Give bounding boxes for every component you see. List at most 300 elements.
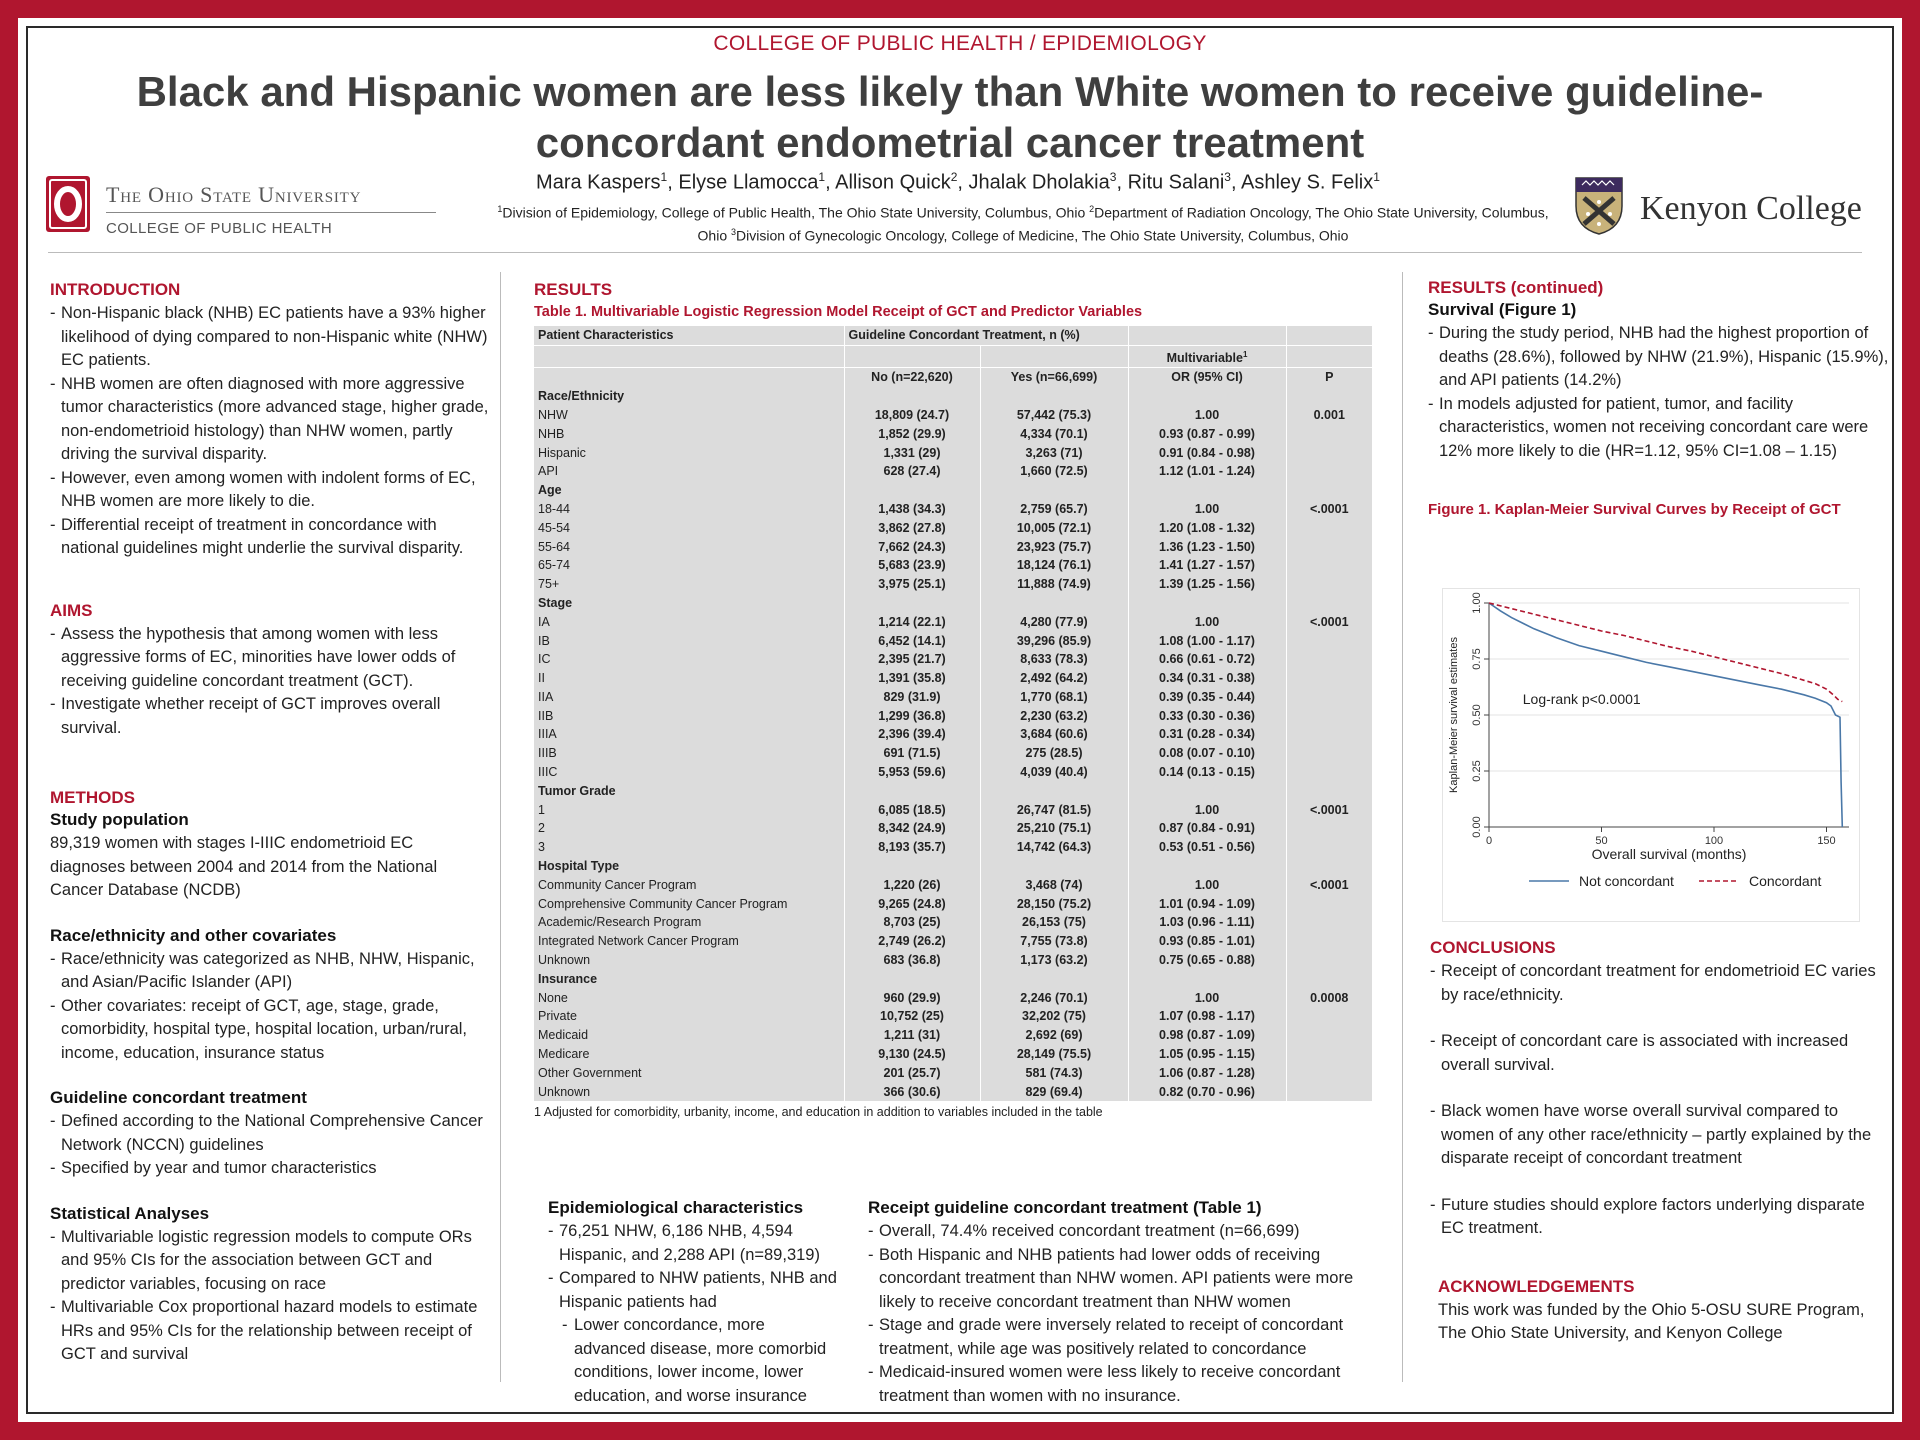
table-cell: None bbox=[534, 988, 844, 1007]
list-item: - Both Hispanic and NHB patients had lower odds of receiving concordant treatment than NHW women. API patients were more likely to receive concordant treatment than NHW women bbox=[868, 1244, 1394, 1315]
aims-heading: AIMS bbox=[50, 600, 93, 620]
header-divider bbox=[48, 252, 1862, 253]
col-multivariable-label: Multivariable bbox=[1166, 350, 1243, 365]
table-cell bbox=[1286, 838, 1372, 857]
table-cell: Hispanic bbox=[534, 443, 844, 462]
table-row bbox=[534, 838, 1372, 857]
table-cell bbox=[1286, 932, 1372, 951]
table-caption: Table 1. Multivariable Logistic Regression Model Receipt of GCT and Predictor Variables bbox=[534, 304, 1143, 320]
list-item: - Other covariates: receipt of GCT, age, stage, grade, comorbidity, hospital type, hospital location, urban/rural, income, education, insurance status bbox=[50, 995, 490, 1066]
table-cell: 8,342 (24.9) bbox=[844, 819, 980, 838]
table-cell: <.0001 bbox=[1309, 877, 1349, 892]
title-line-2: concordant endometrial cancer treatment bbox=[535, 119, 1365, 166]
affiliation-text: Division of Epidemiology, College of Public Health, The Ohio State University, Columbus, Ohio bbox=[502, 204, 1090, 221]
list-item: - Multivariable Cox proportional hazard models to estimate HRs and 95% CIs for the relationship between receipt of GCT and survival bbox=[50, 1296, 490, 1367]
receipt-section bbox=[868, 1198, 1394, 1408]
y-tick-label: 0.50 bbox=[1471, 704, 1483, 726]
y-tick-label: 0.00 bbox=[1471, 816, 1483, 838]
table-cell: 1,391 (35.8) bbox=[844, 669, 980, 688]
table-cell: 829 (31.9) bbox=[844, 688, 980, 707]
list-item: - Stage and grade were inversely related to receipt of concordant treatment, while age was positively related to concordance bbox=[868, 1314, 1394, 1361]
table-row bbox=[534, 725, 1372, 744]
table-cell: IIIA bbox=[534, 725, 844, 744]
survival-heading: Survival (Figure 1) bbox=[1428, 300, 1577, 319]
table-cell: 1.06 (0.87 - 1.28) bbox=[1128, 1063, 1286, 1082]
table-cell: 1,331 (29) bbox=[844, 443, 980, 462]
table-cell: 3,862 (27.8) bbox=[844, 518, 980, 537]
x-tick-label: 50 bbox=[1595, 835, 1608, 847]
table-cell bbox=[1286, 706, 1372, 725]
table-cell: 8,633 (78.3) bbox=[980, 650, 1128, 669]
table-cell: 2,759 (65.7) bbox=[980, 500, 1128, 519]
list-item: - Race/ethnicity was categorized as NHB, NHW, Hispanic, and Asian/Pacific Islander (API) bbox=[50, 948, 490, 995]
table-cell: Comprehensive Community Cancer Program bbox=[534, 894, 844, 913]
results-table-body bbox=[534, 326, 1372, 1101]
table-cell: 8,703 (25) bbox=[844, 913, 980, 932]
author-name: Jhalak Dholakia bbox=[968, 171, 1110, 194]
epi-heading: Epidemiological characteristics bbox=[548, 1198, 804, 1217]
col-multivariable-footnote-mark: 1 bbox=[1242, 349, 1248, 359]
table-row bbox=[534, 537, 1372, 556]
table-cell: 2,396 (39.4) bbox=[844, 725, 980, 744]
table-cell: 14,742 (64.3) bbox=[980, 838, 1128, 857]
table-cell: 4,039 (40.4) bbox=[980, 763, 1128, 782]
table-cell: 0.001 bbox=[1313, 407, 1345, 422]
receipt-list bbox=[868, 1220, 1394, 1408]
table-cell: 28,149 (75.5) bbox=[980, 1045, 1128, 1064]
table-cell bbox=[1286, 725, 1372, 744]
list-item: - Receipt of concordant care is associated with increased overall survival. bbox=[1430, 1030, 1892, 1077]
table-cell: 960 (29.9) bbox=[844, 988, 980, 1007]
table-cell: IB bbox=[534, 631, 844, 650]
table-cell: 5,953 (59.6) bbox=[844, 763, 980, 782]
list-item: - Multivariable logistic regression models to compute ORs and 95% CIs for the association between GCT and predictor variables, focusing on race bbox=[50, 1226, 490, 1297]
table-cell: 0.93 (0.87 - 0.99) bbox=[1128, 424, 1286, 443]
table-cell: 45-54 bbox=[534, 518, 844, 537]
list-item: - Receipt of concordant treatment for endometrioid EC varies by race/ethnicity. bbox=[1430, 960, 1892, 1007]
table-cell: 1.00 bbox=[1128, 500, 1286, 519]
table-cell bbox=[1286, 537, 1372, 556]
table-cell: Unknown bbox=[534, 951, 844, 970]
table-cell: 28,150 (75.2) bbox=[980, 894, 1128, 913]
table-cell: 10,005 (72.1) bbox=[980, 518, 1128, 537]
table-row bbox=[534, 669, 1372, 688]
table-group-row bbox=[534, 857, 1372, 876]
table-cell: Other Government bbox=[534, 1063, 844, 1082]
column-divider-left bbox=[500, 272, 501, 1382]
aims-list bbox=[50, 623, 490, 741]
table-cell: 0.82 (0.70 - 0.96) bbox=[1128, 1082, 1286, 1101]
osu-block-o-icon bbox=[46, 176, 90, 232]
author-affiliation-mark: 1 bbox=[818, 170, 826, 184]
table-row bbox=[534, 556, 1372, 575]
introduction-list bbox=[50, 302, 490, 561]
table-cell: 0.91 (0.84 - 0.98) bbox=[1128, 443, 1286, 462]
table-cell: NHB bbox=[534, 424, 844, 443]
list-item: - Overall, 74.4% received concordant treatment (n=66,699) bbox=[868, 1220, 1394, 1244]
table-cell: 7,755 (73.8) bbox=[980, 932, 1128, 951]
table-cell: 1.00 bbox=[1128, 612, 1286, 631]
table-cell: IIIC bbox=[534, 763, 844, 782]
y-tick-label: 0.75 bbox=[1471, 648, 1483, 670]
author-affiliation-mark: 2 bbox=[950, 170, 958, 184]
x-tick-label: 150 bbox=[1817, 835, 1836, 847]
table-group-label: Hospital Type bbox=[534, 857, 844, 876]
affiliation-number: 3 bbox=[731, 226, 737, 237]
methods-heading: METHODS bbox=[50, 788, 135, 807]
column-divider-right bbox=[1402, 272, 1403, 1382]
table-cell bbox=[1286, 688, 1372, 707]
col-gct-header: Guideline Concordant Treatment, n (%) bbox=[844, 326, 1128, 345]
list-item: - Medicaid-insured women were less likely to receive concordant treatment than women with no insurance. bbox=[868, 1361, 1394, 1408]
table-row bbox=[534, 462, 1372, 481]
osu-name: The Ohio State University bbox=[106, 182, 362, 207]
table-cell: 683 (36.8) bbox=[844, 951, 980, 970]
list-item: - Assess the hypothesis that among women with less aggressive forms of EC, minorities have lower odds of receiving guideline concordant treatment (GCT). bbox=[50, 623, 490, 694]
table-row bbox=[534, 988, 1372, 1007]
table-row bbox=[534, 1045, 1372, 1064]
col-patient-header: Patient Characteristics bbox=[534, 326, 844, 345]
table-row bbox=[534, 894, 1372, 913]
table-cell: 1.07 (0.98 - 1.17) bbox=[1128, 1007, 1286, 1026]
table-row bbox=[534, 1026, 1372, 1045]
table-cell bbox=[1286, 631, 1372, 650]
list-item: - Lower concordance, more advanced disease, more comorbid conditions, lower income, lower education, and worse insurance bbox=[548, 1314, 838, 1408]
table-cell: 3,684 (60.6) bbox=[980, 725, 1128, 744]
table-cell: 5,683 (23.9) bbox=[844, 556, 980, 575]
table-cell: 0.39 (0.35 - 0.44) bbox=[1128, 688, 1286, 707]
table-cell: <.0001 bbox=[1309, 614, 1349, 629]
table-cell: 11,888 (74.9) bbox=[980, 575, 1128, 594]
table-cell: 3,975 (25.1) bbox=[844, 575, 980, 594]
y-tick-label: 1.00 bbox=[1471, 592, 1483, 614]
table-cell bbox=[1286, 763, 1372, 782]
table-row bbox=[534, 913, 1372, 932]
series-line-concordant bbox=[1489, 603, 1842, 702]
acknowledgements-text: This work was funded by the Ohio 5-OSU SURE Program, The Ohio State University, and Kenyon College bbox=[1438, 1300, 1865, 1342]
table-cell: 39,296 (85.9) bbox=[980, 631, 1128, 650]
table-cell: 366 (30.6) bbox=[844, 1082, 980, 1101]
table-row bbox=[534, 424, 1372, 443]
gct-list bbox=[50, 1110, 490, 1181]
table-cell: Medicaid bbox=[534, 1026, 844, 1045]
author-name: Elyse Llamocca bbox=[678, 171, 819, 194]
acknowledgements-section bbox=[1430, 1277, 1892, 1346]
table-cell: 0.98 (0.87 - 1.09) bbox=[1128, 1026, 1286, 1045]
affiliation-number: 2 bbox=[1089, 204, 1095, 214]
table-cell: 1.41 (1.27 - 1.57) bbox=[1128, 556, 1286, 575]
table-cell: 0.08 (0.07 - 0.10) bbox=[1128, 744, 1286, 763]
affiliation-text: Department of Radiation Oncology, The Ohio State University, Columbus, Ohio bbox=[697, 204, 1549, 244]
table-cell bbox=[1286, 556, 1372, 575]
table-cell: 1,211 (31) bbox=[844, 1026, 980, 1045]
table-cell: 691 (71.5) bbox=[844, 744, 980, 763]
table-cell: <.0001 bbox=[1309, 501, 1349, 516]
list-item: - However, even among women with indolent forms of EC, NHB women are more likely to die. bbox=[50, 467, 490, 514]
legend-label: Concordant bbox=[1749, 873, 1822, 889]
table-group-label: Stage bbox=[534, 594, 844, 613]
col-p-header: P bbox=[1286, 367, 1372, 386]
table-cell: 2 bbox=[534, 819, 844, 838]
table-cell bbox=[1286, 1045, 1372, 1064]
table-header-row bbox=[534, 326, 1372, 345]
kenyon-shield-icon bbox=[1574, 176, 1624, 236]
table-cell: IIB bbox=[534, 706, 844, 725]
table-row bbox=[534, 819, 1372, 838]
table-cell: Integrated Network Cancer Program bbox=[534, 932, 844, 951]
table-cell: 1.01 (0.94 - 1.09) bbox=[1128, 894, 1286, 913]
table-cell: 0.75 (0.65 - 0.88) bbox=[1128, 951, 1286, 970]
figure-caption: Figure 1. Kaplan-Meier Survival Curves by Receipt of GCT bbox=[1428, 501, 1841, 518]
table-cell: 32,202 (75) bbox=[980, 1007, 1128, 1026]
table-cell: 1,214 (22.1) bbox=[844, 612, 980, 631]
author-name: Ritu Salani bbox=[1127, 171, 1225, 194]
table-row bbox=[534, 951, 1372, 970]
table-row bbox=[534, 612, 1372, 631]
list-item: - Differential receipt of treatment in concordance with national guidelines might underlie the survival disparity. bbox=[50, 514, 490, 561]
table-cell: 628 (27.4) bbox=[844, 462, 980, 481]
table-header-row-3 bbox=[534, 367, 1372, 386]
table-cell: Community Cancer Program bbox=[534, 875, 844, 894]
table-cell: 0.33 (0.30 - 0.36) bbox=[1128, 706, 1286, 725]
kenyon-logo bbox=[1574, 176, 1874, 246]
left-column bbox=[50, 280, 490, 1367]
table-cell: 3,263 (71) bbox=[980, 443, 1128, 462]
table-cell: 6,085 (18.5) bbox=[844, 800, 980, 819]
table-row bbox=[534, 518, 1372, 537]
log-rank-annotation: Log-rank p<0.0001 bbox=[1522, 690, 1641, 707]
author-affiliation-mark: 1 bbox=[660, 170, 668, 184]
author-name: Ashley S. Felix bbox=[1240, 171, 1374, 194]
table-cell: 1.00 bbox=[1128, 875, 1286, 894]
table-cell: 0.87 (0.84 - 0.91) bbox=[1128, 819, 1286, 838]
table-cell: 1.36 (1.23 - 1.50) bbox=[1128, 537, 1286, 556]
x-tick-label: 0 bbox=[1485, 835, 1493, 847]
table-row bbox=[534, 932, 1372, 951]
col-multivariable-header bbox=[1128, 345, 1286, 367]
osu-divider bbox=[106, 212, 436, 213]
introduction-heading: INTRODUCTION bbox=[50, 280, 181, 299]
table-group-label: Insurance bbox=[534, 969, 844, 988]
author-list: Mara Kaspers$^1$, Elyse Llamocca$^1$, Allison Quick$^2$, Jhalak Dholakia$^3$, Ritu Salani$^3$, Ashley S. Felix$^1$ bbox=[536, 170, 1380, 194]
table-cell: 2,692 (69) bbox=[980, 1026, 1128, 1045]
table-cell: 75+ bbox=[534, 575, 844, 594]
table-cell: 1 bbox=[534, 800, 844, 819]
results-heading: RESULTS bbox=[534, 280, 613, 299]
table-cell: 1.00 bbox=[1128, 800, 1286, 819]
list-item: - Black women have worse overall survival compared to women of any other race/ethnicity – partly explained by the disparate receipt of concordant treatment bbox=[1430, 1100, 1892, 1171]
table-cell: 7,662 (24.3) bbox=[844, 537, 980, 556]
table-cell: 55-64 bbox=[534, 537, 844, 556]
table-group-label: Tumor Grade bbox=[534, 781, 844, 800]
acknowledgements-heading: ACKNOWLEDGEMENTS bbox=[1438, 1276, 1635, 1296]
table-cell: 1.39 (1.25 - 1.56) bbox=[1128, 575, 1286, 594]
table-cell: 581 (74.3) bbox=[980, 1063, 1128, 1082]
col-yes-header: Yes (n=66,699) bbox=[980, 367, 1128, 386]
table-cell: Private bbox=[534, 1007, 844, 1026]
author-name: Allison Quick bbox=[835, 171, 951, 194]
table-cell: 9,265 (24.8) bbox=[844, 894, 980, 913]
table-cell: IIA bbox=[534, 688, 844, 707]
table-group-row bbox=[534, 969, 1372, 988]
table-row bbox=[534, 706, 1372, 725]
table-cell: 23,923 (75.7) bbox=[980, 537, 1128, 556]
table-cell: 2,246 (70.1) bbox=[980, 988, 1128, 1007]
epi-list bbox=[548, 1220, 838, 1314]
table-row bbox=[534, 744, 1372, 763]
affiliation-number: 1 bbox=[497, 204, 503, 214]
table-row bbox=[534, 500, 1372, 519]
table-cell bbox=[1286, 894, 1372, 913]
kenyon-name: Kenyon College bbox=[1640, 190, 1862, 227]
poster bbox=[18, 18, 1902, 1422]
table-cell: 1,299 (36.8) bbox=[844, 706, 980, 725]
middle-column bbox=[534, 280, 1394, 1405]
table-cell bbox=[1286, 462, 1372, 481]
table-cell: 1.03 (0.96 - 1.11) bbox=[1128, 913, 1286, 932]
x-tick-label: 100 bbox=[1704, 835, 1724, 847]
methods-section bbox=[50, 788, 490, 1367]
list-item: - Compared to NHW patients, NHB and Hispanic patients had bbox=[548, 1267, 838, 1314]
table-footnote: 1 Adjusted for comorbidity, urbanity, income, and education in addition to variables included in the table bbox=[534, 1105, 1103, 1120]
statistical-analyses-list bbox=[50, 1226, 490, 1367]
list-item: - NHB women are often diagnosed with more aggressive tumor characteristics (more advanced stage, higher grade, non-endometrioid histology) than NHW women, partly driving the survival disparity. bbox=[50, 373, 490, 467]
table-row bbox=[534, 763, 1372, 782]
table-cell: IA bbox=[534, 612, 844, 631]
table-cell: Medicare bbox=[534, 1045, 844, 1064]
table-row bbox=[534, 1063, 1372, 1082]
right-column-lower bbox=[1430, 938, 1892, 1346]
table-cell: 2,230 (63.2) bbox=[980, 706, 1128, 725]
table-cell bbox=[1286, 518, 1372, 537]
table-cell: 3 bbox=[534, 838, 844, 857]
table-row bbox=[534, 1082, 1372, 1101]
table-cell: 2,395 (21.7) bbox=[844, 650, 980, 669]
table-cell bbox=[1286, 1007, 1372, 1026]
table-cell: 1,770 (68.1) bbox=[980, 688, 1128, 707]
table-cell: 0.0008 bbox=[1310, 990, 1349, 1005]
table-cell: 1.00 bbox=[1128, 988, 1286, 1007]
table-cell: 26,747 (81.5) bbox=[980, 800, 1128, 819]
table-cell bbox=[1286, 443, 1372, 462]
col-or-header: OR (95% CI) bbox=[1128, 367, 1286, 386]
affiliations bbox=[488, 200, 1558, 245]
table-cell: IIIB bbox=[534, 744, 844, 763]
table-cell: 25,210 (75.1) bbox=[980, 819, 1128, 838]
table-cell: IC bbox=[534, 650, 844, 669]
table-cell: 1.12 (1.01 - 1.24) bbox=[1128, 462, 1286, 481]
y-tick-label: 0.25 bbox=[1471, 760, 1483, 782]
table-row bbox=[534, 631, 1372, 650]
author-affiliation-mark: 3 bbox=[1224, 170, 1231, 184]
table-cell: II bbox=[534, 669, 844, 688]
table-cell: 26,153 (75) bbox=[980, 913, 1128, 932]
affiliation-text: Division of Gynecologic Oncology, College of Medicine, The Ohio State University, Columbus, Ohio bbox=[736, 227, 1349, 244]
table-row bbox=[534, 1007, 1372, 1026]
table-cell: 0.66 (0.61 - 0.72) bbox=[1128, 650, 1286, 669]
list-item: - Non-Hispanic black (NHB) EC patients have a 93% higher likelihood of dying compared to non-Hispanic white (NHW) EC patients. bbox=[50, 302, 490, 373]
table-row bbox=[534, 800, 1372, 819]
results-continued-heading: RESULTS (continued) bbox=[1428, 278, 1604, 297]
list-item: - During the study period, NHB had the highest proportion of deaths (28.6%), followed by NHW (21.9%), Hispanic (15.9%), and API patients (14.2%) bbox=[1428, 322, 1890, 393]
introduction-section bbox=[50, 280, 490, 561]
list-item: - In models adjusted for patient, tumor, and facility characteristics, women not receiving concordant care were 12% more likely to die (HR=1.12, 95% CI=1.08 – 1.15) bbox=[1428, 393, 1890, 464]
table-cell: <.0001 bbox=[1309, 802, 1349, 817]
table-cell: Academic/Research Program bbox=[534, 913, 844, 932]
epi-section bbox=[548, 1198, 838, 1408]
list-item: - Specified by year and tumor characteristics bbox=[50, 1157, 490, 1181]
table-cell bbox=[1286, 951, 1372, 970]
table-cell: 0.53 (0.51 - 0.56) bbox=[1128, 838, 1286, 857]
table-cell: 3,468 (74) bbox=[980, 875, 1128, 894]
table-cell bbox=[1286, 744, 1372, 763]
list-item: - 76,251 NHW, 6,186 NHB, 4,594 Hispanic, and 2,288 API (n=89,319) bbox=[548, 1220, 838, 1267]
table-cell: 1.20 (1.08 - 1.32) bbox=[1128, 518, 1286, 537]
table-cell: API bbox=[534, 462, 844, 481]
table-cell bbox=[1286, 650, 1372, 669]
right-column bbox=[1428, 278, 1890, 518]
department-label: COLLEGE OF PUBLIC HEALTH / EPIDEMIOLOGY bbox=[713, 32, 1207, 55]
list-item: - Investigate whether receipt of GCT improves overall survival. bbox=[50, 693, 490, 740]
table-cell bbox=[1286, 1026, 1372, 1045]
table-cell: 6,452 (14.1) bbox=[844, 631, 980, 650]
table-cell: 1,852 (29.9) bbox=[844, 424, 980, 443]
table-cell: 1,438 (34.3) bbox=[844, 500, 980, 519]
table-cell: 0.34 (0.31 - 0.38) bbox=[1128, 669, 1286, 688]
table-group-row bbox=[534, 481, 1372, 500]
table-row bbox=[534, 575, 1372, 594]
table-cell: 4,280 (77.9) bbox=[980, 612, 1128, 631]
table-cell: 0.31 (0.28 - 0.34) bbox=[1128, 725, 1286, 744]
conclusions-list bbox=[1430, 960, 1892, 1241]
table-cell: 0.93 (0.85 - 1.01) bbox=[1128, 932, 1286, 951]
statistical-analyses-heading: Statistical Analyses bbox=[50, 1203, 210, 1223]
list-item: - Future studies should explore factors underlying disparate EC treatment. bbox=[1430, 1194, 1892, 1241]
table-cell bbox=[1286, 819, 1372, 838]
aims-section bbox=[50, 601, 490, 741]
race-covariates-list bbox=[50, 948, 490, 1066]
conclusions-heading: CONCLUSIONS bbox=[1430, 938, 1556, 957]
author-name: Mara Kaspers bbox=[536, 171, 661, 194]
table-cell bbox=[1286, 1082, 1372, 1101]
author-affiliation-mark: 3 bbox=[1109, 170, 1117, 184]
table-cell: 1.08 (1.00 - 1.17) bbox=[1128, 631, 1286, 650]
table-row bbox=[534, 406, 1372, 425]
table-cell: 10,752 (25) bbox=[844, 1007, 980, 1026]
table-header-row-2 bbox=[534, 345, 1372, 367]
table-group-row bbox=[534, 594, 1372, 613]
table-group-label: Age bbox=[534, 481, 844, 500]
table-cell bbox=[1286, 669, 1372, 688]
legend-label: Not concordant bbox=[1579, 873, 1674, 889]
gct-heading: Guideline concordant treatment bbox=[50, 1088, 307, 1107]
km-chart bbox=[1443, 589, 1859, 921]
table-cell: 18,809 (24.7) bbox=[844, 406, 980, 425]
table-cell bbox=[1286, 424, 1372, 443]
table-cell bbox=[1286, 1063, 1372, 1082]
col-no-header: No (n=22,620) bbox=[844, 367, 980, 386]
table-cell: 4,334 (70.1) bbox=[980, 424, 1128, 443]
table-cell bbox=[1286, 575, 1372, 594]
table-row bbox=[534, 875, 1372, 894]
table-row bbox=[534, 688, 1372, 707]
poster-title bbox=[78, 66, 1822, 168]
y-axis-label: Kaplan-Meier survival estimates bbox=[1448, 637, 1460, 793]
table-cell: 275 (28.5) bbox=[980, 744, 1128, 763]
table-cell: 1.00 bbox=[1128, 406, 1286, 425]
osu-subtitle: COLLEGE OF PUBLIC HEALTH bbox=[106, 220, 333, 237]
author-affiliation-mark: 1 bbox=[1373, 170, 1380, 184]
